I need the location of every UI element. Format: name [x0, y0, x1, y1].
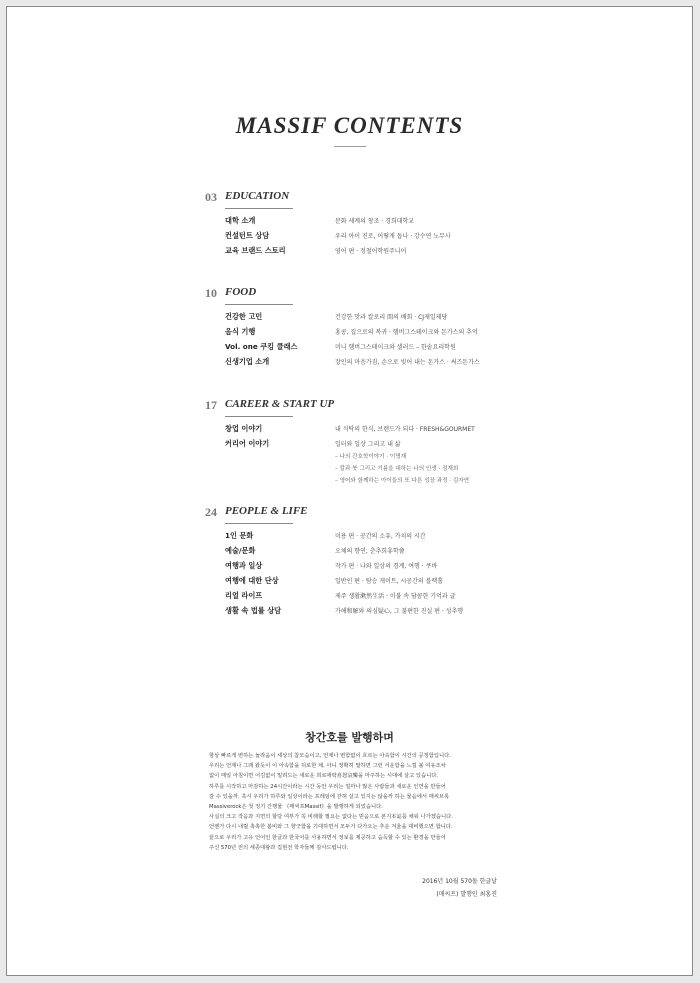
title-divider: [334, 146, 366, 147]
toc-subitem[interactable]: – 칼과 붓 그리고 기름을 대하는 나의 인생 · 정재희: [335, 466, 459, 472]
toc-description: 영어 편 · 정철어학원주니어: [335, 248, 407, 255]
section-education: [205, 190, 525, 255]
preface-line: 언젠가 다시 내릴 촉촉한 봄비와 그 향긋함을 기대하면서 모두가 다가오는 추운 겨울을 대비했으면 합니다.: [209, 824, 453, 831]
preface-line: 우리는 언제나 그래 왔듯이 이 아속함을 뒤로한 채, 아니 정확히 말하면 그런 서운함을 느낄 볼 여유조차: [209, 763, 446, 770]
preface-line: Massiverock은 첫 정기 간행물 《매씨프Massif》을 발행하게 되었습니다.: [209, 804, 383, 811]
preface-line: 끝으로 우리가 고유 언어인 한글과 한국어를 사용하면서 정보를 제공하고 습득할 수 있는 환경을 만들어: [209, 834, 446, 841]
preface-line: 주신 570년 전의 세종대왕과 집현전 학자들께 감사드립니다.: [209, 844, 349, 851]
page-title: MASSIF CONTENTS: [235, 113, 464, 138]
toc-description: 미용 편 · 공간의 소유, 가치의 시간: [335, 533, 426, 540]
toc-row[interactable]: [225, 424, 525, 436]
preface-line: 항상 빠르게 변하는 놀라움이 세상의 참모습이고, 언제나 변함없이 흐르는 아속함이 시간의 공정함입니다.: [209, 753, 451, 759]
toc-label: 교육 브랜드 스토리: [225, 246, 286, 255]
section-page-number: 03: [205, 190, 217, 204]
toc-row[interactable]: [225, 327, 525, 339]
toc-row[interactable]: [225, 357, 525, 369]
section-header: [205, 398, 525, 416]
toc-description: 홍콩, 집으로의 복귀 · 햄버그스테이크와 돈가스의 추억: [335, 329, 478, 336]
toc-row[interactable]: [225, 576, 525, 588]
toc-label: 창업 이야기: [225, 424, 263, 433]
section-page-number: 17: [205, 398, 217, 412]
toc-label: 건강한 고민: [225, 312, 263, 321]
toc-label: 신생기업 소개: [225, 357, 270, 366]
toc-label: 여행과 일상: [225, 561, 263, 570]
section-page-number: 10: [205, 286, 217, 300]
toc-subitem[interactable]: – 나의 간호학이야기 · 이명재: [335, 454, 407, 460]
section-divider: [225, 523, 293, 524]
toc-label: 생활 속 법률 상담: [225, 606, 282, 615]
toc-label: 예술/문화: [225, 546, 256, 555]
toc-row[interactable]: [225, 439, 525, 451]
toc-row[interactable]: [225, 561, 525, 573]
toc-row[interactable]: [225, 531, 525, 543]
toc-row[interactable]: [225, 312, 525, 324]
toc-description: 작가 편 · 나와 일상의 경계, 여행 · 쿠바: [335, 563, 438, 570]
toc-label: 대학 소개: [225, 216, 256, 225]
toc-label: 커리어 이야기: [225, 439, 270, 448]
section-people-life: [205, 505, 525, 615]
preface-title: 창간호를 발행하며: [305, 731, 394, 744]
toc-description: 일터와 일상 그리고 내 삶: [335, 441, 401, 448]
preface-date: 2016년 10월 570돌 한글날: [422, 878, 497, 885]
toc-label: 컨설턴트 상담: [225, 231, 270, 240]
toc-row[interactable]: [225, 606, 525, 618]
section-divider: [225, 416, 293, 417]
toc-label: 음식 기행: [225, 327, 256, 336]
section-page-number: 24: [205, 505, 217, 519]
toc-description: 건강한 맛과 칼로리 間의 배회 · CJ제일제당: [335, 314, 448, 321]
section-header: [205, 505, 525, 523]
toc-label: 여행에 대한 단상: [225, 576, 279, 585]
toc-row[interactable]: [225, 342, 525, 354]
preface-signer: (매씨프) 발행인 최홍진: [436, 891, 497, 898]
toc-row[interactable]: [225, 546, 525, 558]
section-title: FOOD: [225, 286, 257, 298]
toc-description: 미니 햄버그스테이크와 샐러드 – 한솥요리학원: [335, 344, 456, 351]
toc-description: 장인의 마음가짐, 손으로 빚어 내는 돈가스 · 써즈돈가스: [335, 359, 480, 366]
section-career: [205, 398, 525, 484]
preface-line: 하루를 시작하고 마감하는 24시간이라는 시간 동안 우리는 얼마나 많은 사람들과 새로운 인연을 만들어: [209, 783, 446, 790]
section-title: EDUCATION: [225, 190, 290, 202]
section-divider: [225, 304, 293, 305]
toc-label: Vol. one 쿠킹 클래스: [225, 342, 298, 351]
toc-description: 가해和解와 의심疑心, 그 불편한 진실 편 · 성추행: [335, 608, 464, 615]
section-header: [205, 190, 525, 208]
preface-line: 갈 수 있을까. 혹시 우리가 하루와 일상이라는 프레임에 갇혀 살고 있지는 않을까 하는 물음에서 매씨브록: [209, 793, 450, 800]
toc-description: 일반인 편 · 탐승 게이트, 시공간의 블랙홀: [335, 578, 443, 585]
magazine-page: [6, 6, 693, 976]
toc-subitem[interactable]: – 영어와 함께하는 아이들의 또 다른 성장 과정 · 김자연: [335, 478, 470, 484]
preface-line: 없이 매일 아침이면 어김없이 밀려드는 새로운 희로애락喜怒哀樂을 마주하는 시대에 살고 있습니다.: [209, 773, 439, 780]
toc-description: 우리 아이 진로, 어떻게 돕나 · 강수연 노무사: [335, 233, 451, 240]
toc-description: 오체의 향연, 춘추희휴학會: [335, 548, 405, 555]
section-divider: [225, 208, 293, 209]
toc-row[interactable]: [225, 246, 525, 258]
preface-body: [209, 751, 501, 853]
toc-label: 1인 문화: [225, 531, 254, 540]
toc-label: 리얼 라이프: [225, 591, 263, 600]
section-title: PEOPLE & LIFE: [225, 505, 308, 517]
section-header: [205, 286, 525, 304]
toc-description: 내 식탁의 한식, 브랜드가 되다 · FRESH&GOURMET: [335, 426, 475, 433]
toc-description: 제주 생활漱然生活 · 이불 속 담콤한 기억과 글: [335, 593, 456, 600]
preface-line: 사실의 크고 작음과 지면의 할당 여부가 꼭 비례할 필요는 없다는 믿음으로 본지本誌를 채워 나가겠습니다.: [209, 814, 453, 821]
toc-row[interactable]: [225, 216, 525, 228]
toc-row[interactable]: [225, 591, 525, 603]
section-food: [205, 286, 525, 366]
toc-row[interactable]: [225, 231, 525, 243]
toc-description: 문화 세계의 창조 · 경희대학교: [335, 218, 415, 225]
section-title: CAREER & START UP: [225, 398, 335, 410]
